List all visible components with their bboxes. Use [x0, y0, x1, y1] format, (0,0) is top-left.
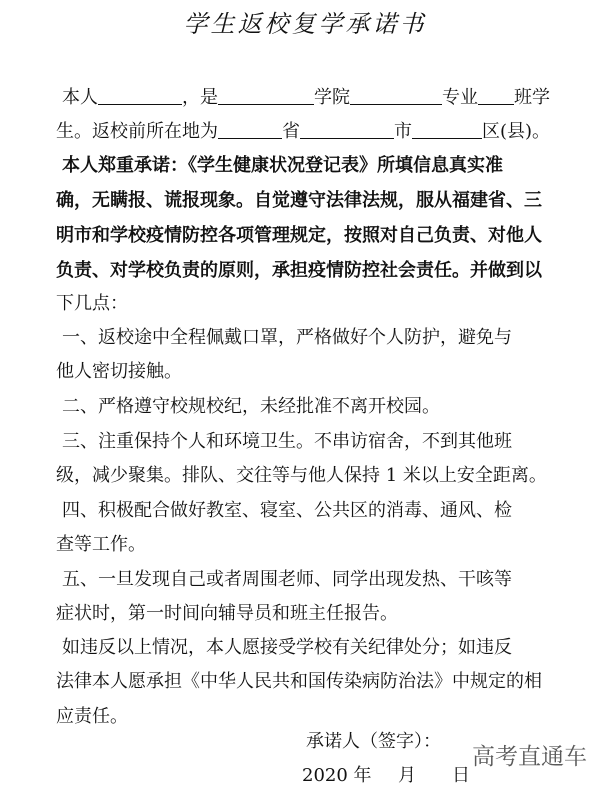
form-text: 市 [394, 121, 412, 142]
pledge-line: 确，无瞒报、谎报现象。自觉遵守法律法规，服从福建省、三 [56, 190, 542, 211]
name-blank[interactable] [98, 84, 182, 105]
document-title: 学生返校复学承诺书 [183, 10, 427, 38]
item-2: 二、严格遵守校规校纪，未经批准不离开校园。 [62, 396, 440, 417]
closing-line: 如违反以上情况，本人愿接受学校有关纪律处分；如违反 [62, 637, 512, 658]
pledge-line: 明市和学校疫情防控各项管理规定，按照对自己负责、对他人 [56, 225, 542, 246]
item-5-line-1: 五、一旦发现自己或者周围老师、同学出现发热、干咳等 [62, 569, 512, 590]
class-blank[interactable] [478, 84, 514, 105]
city-blank[interactable] [300, 118, 394, 139]
form-text: 生。返校前所在地为 [56, 121, 218, 142]
form-line-1 [62, 84, 596, 112]
closing-line: 法律本人愿承担《中华人民共和国传染病防治法》中规定的相 [56, 671, 542, 692]
item-4-line-2: 查等工作。 [56, 534, 146, 555]
closing-line: 应责任。 [56, 706, 128, 727]
form-text: 班学 [514, 87, 550, 108]
item-3-line-2: 级，减少聚集。排队、交往等与他人保持 1 米以上安全距离。 [56, 465, 547, 486]
signature-month: 月 [398, 765, 416, 786]
province-blank[interactable] [218, 118, 282, 139]
pledge-line: 本人郑重承诺：《学生健康状况登记表》所填信息真实准 [62, 155, 503, 176]
item-4-line-1: 四、积极配合做好教室、寝室、公共区的消毒、通风、检 [62, 500, 512, 521]
pledge-line: 负责、对学校负责的原则，承担疫情防控社会责任。并做到以 [56, 260, 542, 281]
intro-tail: 下几点： [56, 293, 128, 314]
form-text: ，是 [182, 87, 218, 108]
district-blank[interactable] [412, 118, 482, 139]
item-1-line-1: 一、返校途中全程佩戴口罩，严格做好个人防护，避免与 [62, 327, 512, 348]
signature-year: 2020 年 [302, 765, 372, 786]
form-text: 学院 [314, 87, 350, 108]
form-line-2 [56, 118, 590, 146]
watermark: 高考直通车 [472, 744, 587, 770]
item-5-line-2: 症状时，第一时间向辅导员和班主任报告。 [56, 603, 398, 624]
major-blank[interactable] [350, 84, 442, 105]
form-text: 专业 [442, 87, 478, 108]
form-text: 省 [282, 121, 300, 142]
form-text: 本人 [62, 87, 98, 108]
item-1-line-2: 他人密切接触。 [56, 361, 182, 382]
form-text: 区(县)。 [482, 121, 551, 142]
signature-day: 日 [452, 765, 470, 786]
item-3-line-1: 三、注重保持个人和环境卫生。不串访宿舍，不到其他班 [62, 431, 512, 452]
signature-label: 承诺人（签字）： [306, 731, 441, 752]
college-blank[interactable] [218, 84, 314, 105]
